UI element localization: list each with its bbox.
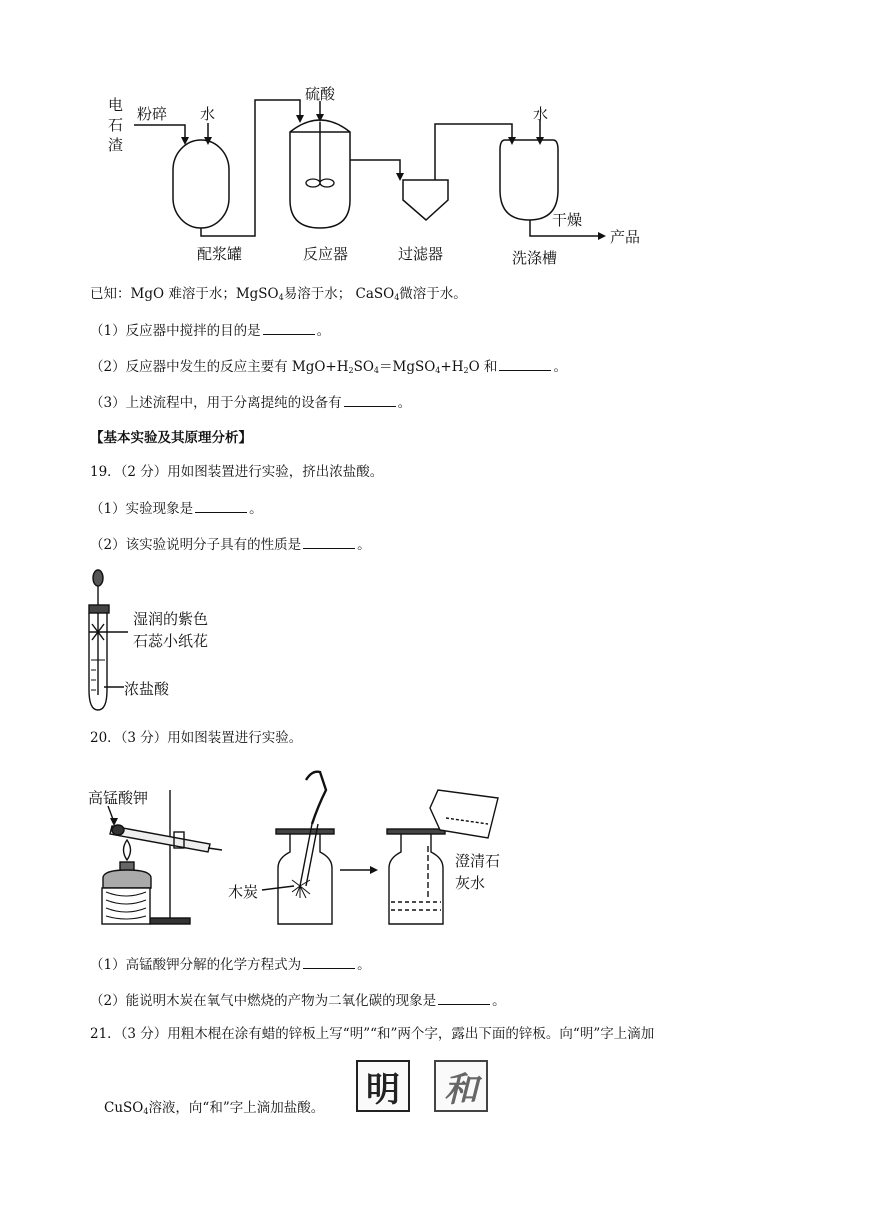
label-water-1: 水 — [200, 105, 216, 123]
sub-4: 4 — [394, 293, 400, 302]
q20-1-text: （1）高锰酸钾分解的化学方程式为 — [90, 957, 302, 973]
answer-blank[interactable] — [303, 954, 355, 969]
label-product: 产品 — [610, 228, 641, 246]
q18-3-text: （3）上述流程中，用于分离提纯的设备有 — [90, 395, 342, 411]
label-reactor: 反应器 — [303, 245, 349, 263]
flower-label-1: 湿润的紫色 — [133, 610, 209, 628]
period: 。 — [357, 537, 371, 553]
kmno4-label: 高锰酸钾 — [88, 789, 149, 807]
period: 。 — [357, 957, 371, 973]
sub-2: 2 — [348, 366, 354, 375]
q18-2-part-e: O 和 — [468, 359, 498, 375]
flower-label-2: 石蕊小纸花 — [133, 632, 209, 650]
period: 。 — [492, 993, 506, 1009]
sub-4: 4 — [278, 293, 284, 302]
answer-blank[interactable] — [438, 990, 490, 1005]
q18-1-text: （1）反应器中搅拌的目的是 — [90, 323, 261, 339]
q18-2-part-b: SO — [353, 359, 374, 375]
limewater-label-1: 澄清石 — [455, 852, 501, 870]
limewater-label-2: 灰水 — [455, 874, 486, 892]
known-part-2: 易溶于水； CaSO — [283, 286, 395, 302]
known-part-1: 已知：MgO 难溶于水；MgSO — [90, 286, 279, 302]
label-washer: 洗涤槽 — [512, 249, 558, 267]
zinc-plate-ming — [356, 1060, 410, 1112]
q18-2-part-d: +H — [440, 359, 464, 375]
q19-1-text: （1）实验现象是 — [90, 501, 194, 517]
q18-2-part-a: （2）反应器中发生的反应主要有 MgO+H — [90, 359, 349, 375]
charcoal-label: 木炭 — [228, 883, 259, 901]
period: 。 — [553, 359, 567, 375]
period: 。 — [397, 395, 412, 411]
label-source: 电 石 渣 — [108, 96, 124, 154]
acid-label: 浓盐酸 — [124, 680, 170, 698]
q21: 21．（3 分）用粗木棍在涂有蜡的锌板上写“明”“和”两个字，露出下面的锌板。向“明”字上滴加 — [90, 1026, 655, 1042]
section-heading: 【基本实验及其原理分析】 — [90, 430, 252, 446]
q20-1 — [90, 954, 371, 975]
q21-part-c: 溶液，向“和”字上滴加盐酸。 — [148, 1100, 325, 1116]
period: 。 — [249, 501, 263, 517]
q19-2-text: （2）该实验说明分子具有的性质是 — [90, 537, 302, 553]
sub-4: 4 — [143, 1107, 149, 1116]
label-dry: 干燥 — [552, 211, 583, 229]
q20-2 — [90, 990, 506, 1011]
label-water-2: 水 — [533, 105, 549, 123]
char-he: 和 — [444, 1069, 478, 1110]
q21-continued — [104, 1098, 324, 1122]
q18-2-part-c: ＝MgSO — [379, 359, 436, 375]
label-crush: 粉碎 — [137, 105, 168, 123]
period: 。 — [316, 323, 331, 339]
q20-2-text: （2）能说明木炭在氧气中燃烧的产物为二氧化碳的现象是 — [90, 993, 437, 1009]
sub-4: 4 — [435, 366, 441, 375]
q19: 19．（2 分）用如图装置进行实验，挤出浓盐酸。 — [90, 464, 384, 480]
zinc-plate-he — [434, 1060, 488, 1112]
label-acid: 硫酸 — [305, 85, 336, 103]
sub-2: 2 — [463, 366, 469, 375]
q21-part-b: CuSO — [104, 1100, 144, 1116]
q20: 20．（3 分）用如图装置进行实验。 — [90, 730, 303, 746]
known-part-3: 微溶于水。 — [399, 286, 467, 302]
label-tank: 配浆罐 — [197, 245, 243, 263]
label-filter: 过滤器 — [398, 245, 444, 263]
sub-4: 4 — [373, 366, 380, 375]
char-ming: 明 — [366, 1069, 400, 1110]
